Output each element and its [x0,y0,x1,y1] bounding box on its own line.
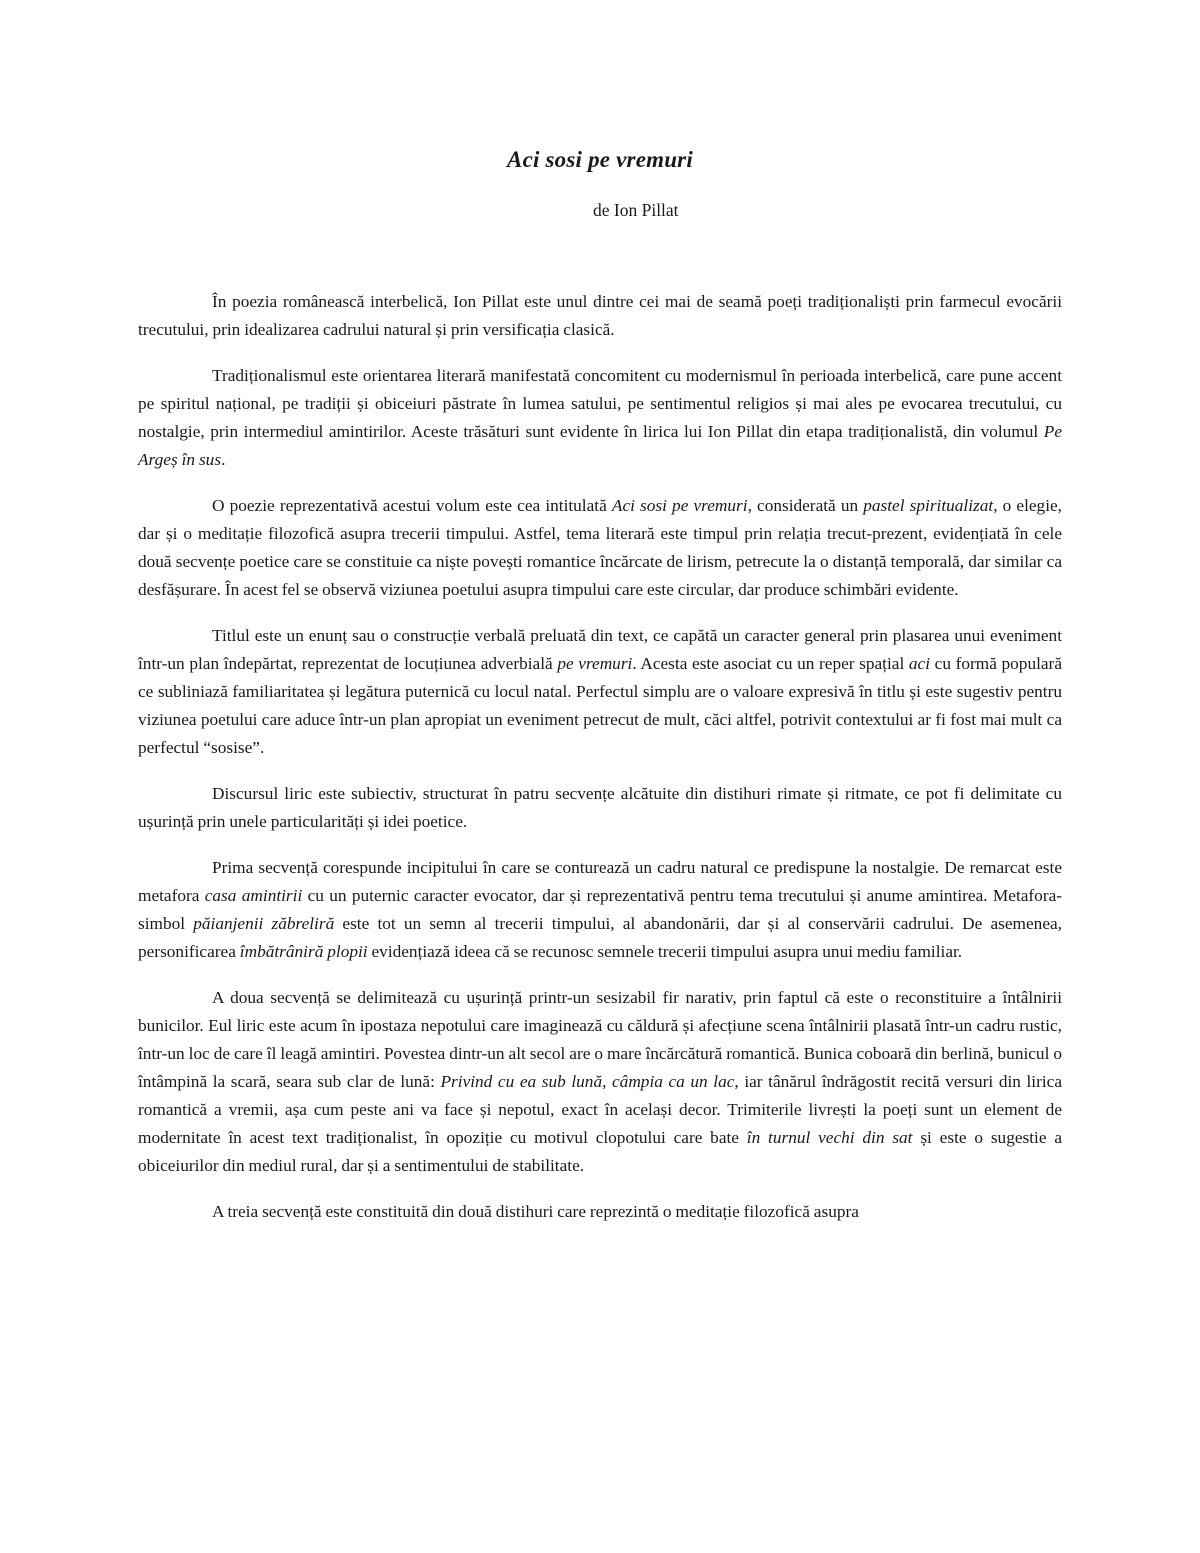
text-run: și este o sugestie a obiceiurilor din mediul rural, dar și a sentimentului de stabilitate. [138,1128,1062,1175]
text-run: Titlul este un enunț sau o construcție verbală preluată din text, ce capătă un caracter general prin plasarea unui eveniment într-un plan îndepărtat, reprezentat de locuțiunea adverbială [138,626,1062,673]
italic-phrase: îmbătrâniră plopii [239,942,368,961]
text-run: , iar tânărul îndrăgostit recită versuri din lirica romantică a vremii, așa cum peste ani va face și nepotul, exact în același decor. Trimiterile livrești la poeți sunt un element de modernitate în acest text tradiționalist, în opoziție cu motivul clopotului care bate [138,1072,1063,1147]
text-run: este tot un semn al trecerii timpului, al abandonării, dar și al conservării cadrului. De asemenea, personificarea [138,914,1062,961]
italic-phrase: Privind cu ea sub lună, câmpia ca un lac [440,1072,735,1091]
text-run: A treia secvență este constituită din două distihuri care reprezintă o meditație filozofică asupra [212,1202,859,1221]
italic-phrase: pe vremuri [557,654,633,673]
text-run: O poezie reprezentativă acestui volum este cea intitulată [212,496,612,515]
document-page [138,140,1062,1244]
body-paragraph [138,780,1062,836]
text-run: evidențiază ideea că se recunosc semnele trecerii timpului asupra unui mediu familiar. [367,942,963,961]
body-paragraph [138,288,1062,344]
text-run: . [221,450,226,469]
text-run: Tradiționalismul este orientarea literară manifestată concomitent cu modernismul în perioada interbelică, care pune accent pe spiritul național, pe tradiții și obiceiuri păstrate în lumea satului, pe sentimentul religios și mai ales pe evocarea trecutului, cu nostalgie, prin intermediul amintirilor. Aceste trăsături sunt evidente în lirica lui Ion Pillat din etapa tradiționalistă, din volumul [138,366,1062,441]
body-paragraph [138,1198,1062,1226]
body-paragraph [138,492,1062,604]
text-run: A doua secvență se delimitează cu ușurință printr-un sesizabil fir narativ, prin faptul că este o reconstituire a întâlnirii bunicilor. Eul liric este acum în ipostaza nepotului care imaginează cu căldură și afecțiune scena întâlnirii plasată într-un cadru rustic, într-un loc de care îl leagă amintiri. Povestea dintr-un alt secol are o mare încărcătură romantică. Bunica coboară din berlină, bunicul o întâmpină la scară, seara sub clar de lună: [138,988,1062,1091]
italic-phrase: aci [908,654,931,673]
text-run: cu un puternic caracter evocator, dar și reprezentativă pentru tema trecutului și anume amintirea. Metafora-simbol [138,886,1062,933]
body-paragraph [138,362,1062,474]
document-body [138,288,1062,1226]
italic-phrase: casa amintirii [204,886,303,905]
italic-phrase: Aci sosi pe vremuri [611,496,748,515]
text-run: În poezia românească interbelică, Ion Pillat este unul dintre cei mai de seamă poeți tradiționaliști prin farmecul evocării trecutului, prin idealizarea cadrului natural și prin versificația clasică. [138,292,1062,339]
italic-phrase: Pe Argeș în sus [138,422,1062,469]
author-line: de Ion Pillat [593,200,679,220]
text-run: . Acesta este asociat cu un reper spațial [632,654,909,673]
text-run: Prima secvență corespunde incipitului în care se conturează un cadru natural ce predispune la nostalgie. De remarcat este metafora [138,858,1062,905]
text-run: , considerată un [747,496,864,515]
document-title: Aci sosi pe vremuri [507,147,693,172]
text-run: cu formă populară ce subliniază familiaritatea și legătura puternică cu locul natal. Perfectul simplu are o valoare expresivă în titlu și este sugestiv pentru viziunea poetului care aduce într-un plan apropiat un eveniment petrecut de mult, căci altfel, potrivit contextului ar fi fost mai mult ca perfectul “sosise”. [138,654,1062,757]
body-paragraph [138,854,1062,966]
italic-phrase: în turnul vechi din sat [746,1128,913,1147]
text-run: , o elegie, dar și o meditație filozofică asupra trecerii timpului. Astfel, tema literară este timpul prin relația trecut-prezent, evidențiată în cele două secvențe poetice care se constituie ca niște povești romantice încărcate de lirism, petrecute la o distanță temporală, dar similar ca desfășurare. În acest fel se observă viziunea poetului asupra timpului care este circular, dar produce schimbări evidente. [138,496,1062,599]
text-run: Discursul liric este subiectiv, structurat în patru secvențe alcătuite din distihuri rimate și ritmate, ce pot fi delimitate cu ușurință prin unele particularități și idei poetice. [138,784,1062,831]
body-paragraph [138,622,1062,762]
italic-phrase: pastel spiritualizat [863,496,994,515]
body-paragraph [138,984,1062,1180]
italic-phrase: păianjenii zăbreliră [193,914,335,933]
